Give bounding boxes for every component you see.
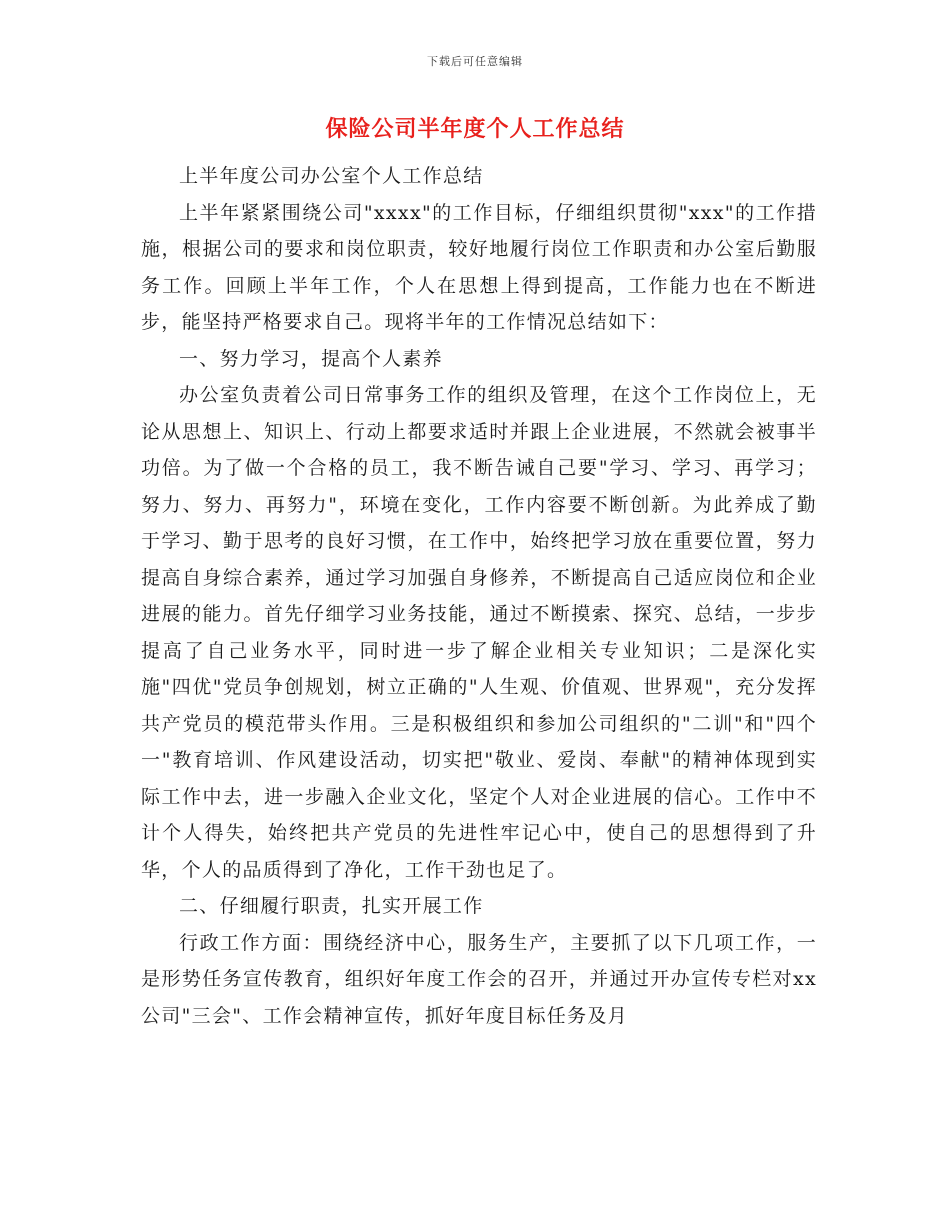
paragraph-section-2: 行政工作方面：围绕经济中心，服务生产，主要抓了以下几项工作，一是形势任务宣传教育，组织好年度工作会的召开，并通过开办宣传专栏对xx公司"三会"、工作会精神宣传，抓好年度目标任务及月 [141, 931, 817, 1027]
document-body [141, 158, 817, 1034]
document-title: 保险公司半年度个人工作总结 [325, 116, 625, 142]
paragraph-subtitle: 上半年度公司办公室个人工作总结 [179, 165, 484, 187]
paragraph-intro: 上半年紧紧围绕公司"xxxx"的工作目标，仔细组织贯彻"xxx"的工作措施，根据公司的要求和岗位职责，较好地履行岗位工作职责和办公室后勤服务工作。回顾上半年工作，个人在思想上得到提高，工作能力也在不断进步，能坚持严格要求自己。现将半年的工作情况总结如下： [141, 201, 817, 333]
paragraph-section-1: 办公室负责着公司日常事务工作的组织及管理，在这个工作岗位上，无论从思想上、知识上、行动上都要求适时并跟上企业进展，不然就会被事半功倍。为了做一个合格的员工，我不断告诫自己要"学习、学习、再学习；努力、努力、再努力"，环境在变化，工作内容要不断创新。为此养成了勤于学习、勤于思考的良好习惯，在工作中，始终把学习放在重要位置，努力提高自身综合素养，通过学习加强自身修养，不断提高自己适应岗位和企业进展的能力。首先仔细学习业务技能，通过不断摸索、探究、总结，一步步提高了自己业务水平，同时进一步了解企业相关专业知识；二是深化实施"四优"党员争创规划，树立正确的"人生观、价值观、世界观"，充分发挥共产党员的模范带头作用。三是积极组织和参加公司组织的"二训"和"四个一"教育培训、作风建设活动，切实把"敬业、爱岗、奉献"的精神体现到实际工作中去，进一步融入企业文化，坚定个人对企业进展的信心。工作中不计个人得失，始终把共产党员的先进性牢记心中，使自己的思想得到了升华，个人的品质得到了净化，工作干劲也足了。 [141, 384, 817, 881]
section-heading-1: 一、努力学习，提高个人素养 [179, 347, 443, 370]
section-heading-2: 二、仔细履行职责，扎实开展工作 [179, 895, 484, 917]
page-header-note: 下载后可任意编辑 [427, 55, 523, 68]
